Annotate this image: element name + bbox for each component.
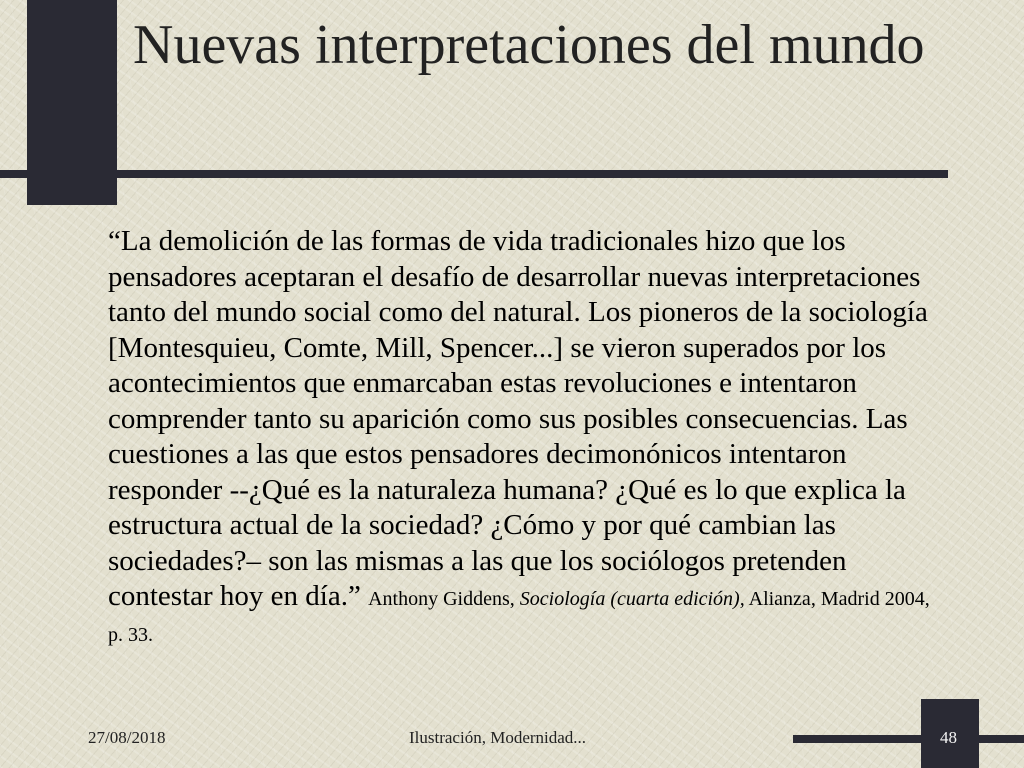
- quote-body: [108, 224, 948, 650]
- quote-text: “La demolición de las formas de vida tradicionales hizo que los pensadores aceptaran el desafío de desarrollar nuevas interpretaciones tanto del mundo social como del natural. Los pioneros de la sociología [Montesquieu, Comte, Mill, Spencer...] se vieron superados por los acontecimientos que enmarcaban estas revoluciones e intentaron comprender tanto su aparición como sus posibles consecuencias. Las cuestiones a las que estos pensadores decimonónicos intentaron responder --¿Qué es la naturaleza humana? ¿Qué es lo que explica la estructura actual de la sociedad? ¿Cómo y por qué cambian las sociedades?– son las mismas a las que los sociólogos pretenden contestar hoy en día.”: [108, 225, 928, 612]
- footer-divider: [793, 735, 1024, 743]
- title-divider: [0, 170, 948, 178]
- page-number: 48: [940, 728, 957, 747]
- footer-title: Ilustración, Modernidad...: [409, 728, 587, 747]
- footer-date: 27/08/2018: [88, 728, 166, 747]
- attribution-publisher: Alianza, Madrid 2004, p. 33.: [108, 588, 930, 646]
- slide-title: Nuevas interpretaciones del mundo: [133, 14, 925, 76]
- attribution-author: Anthony Giddens,: [368, 588, 515, 610]
- attribution-book: Sociología (cuarta edición),: [519, 588, 745, 610]
